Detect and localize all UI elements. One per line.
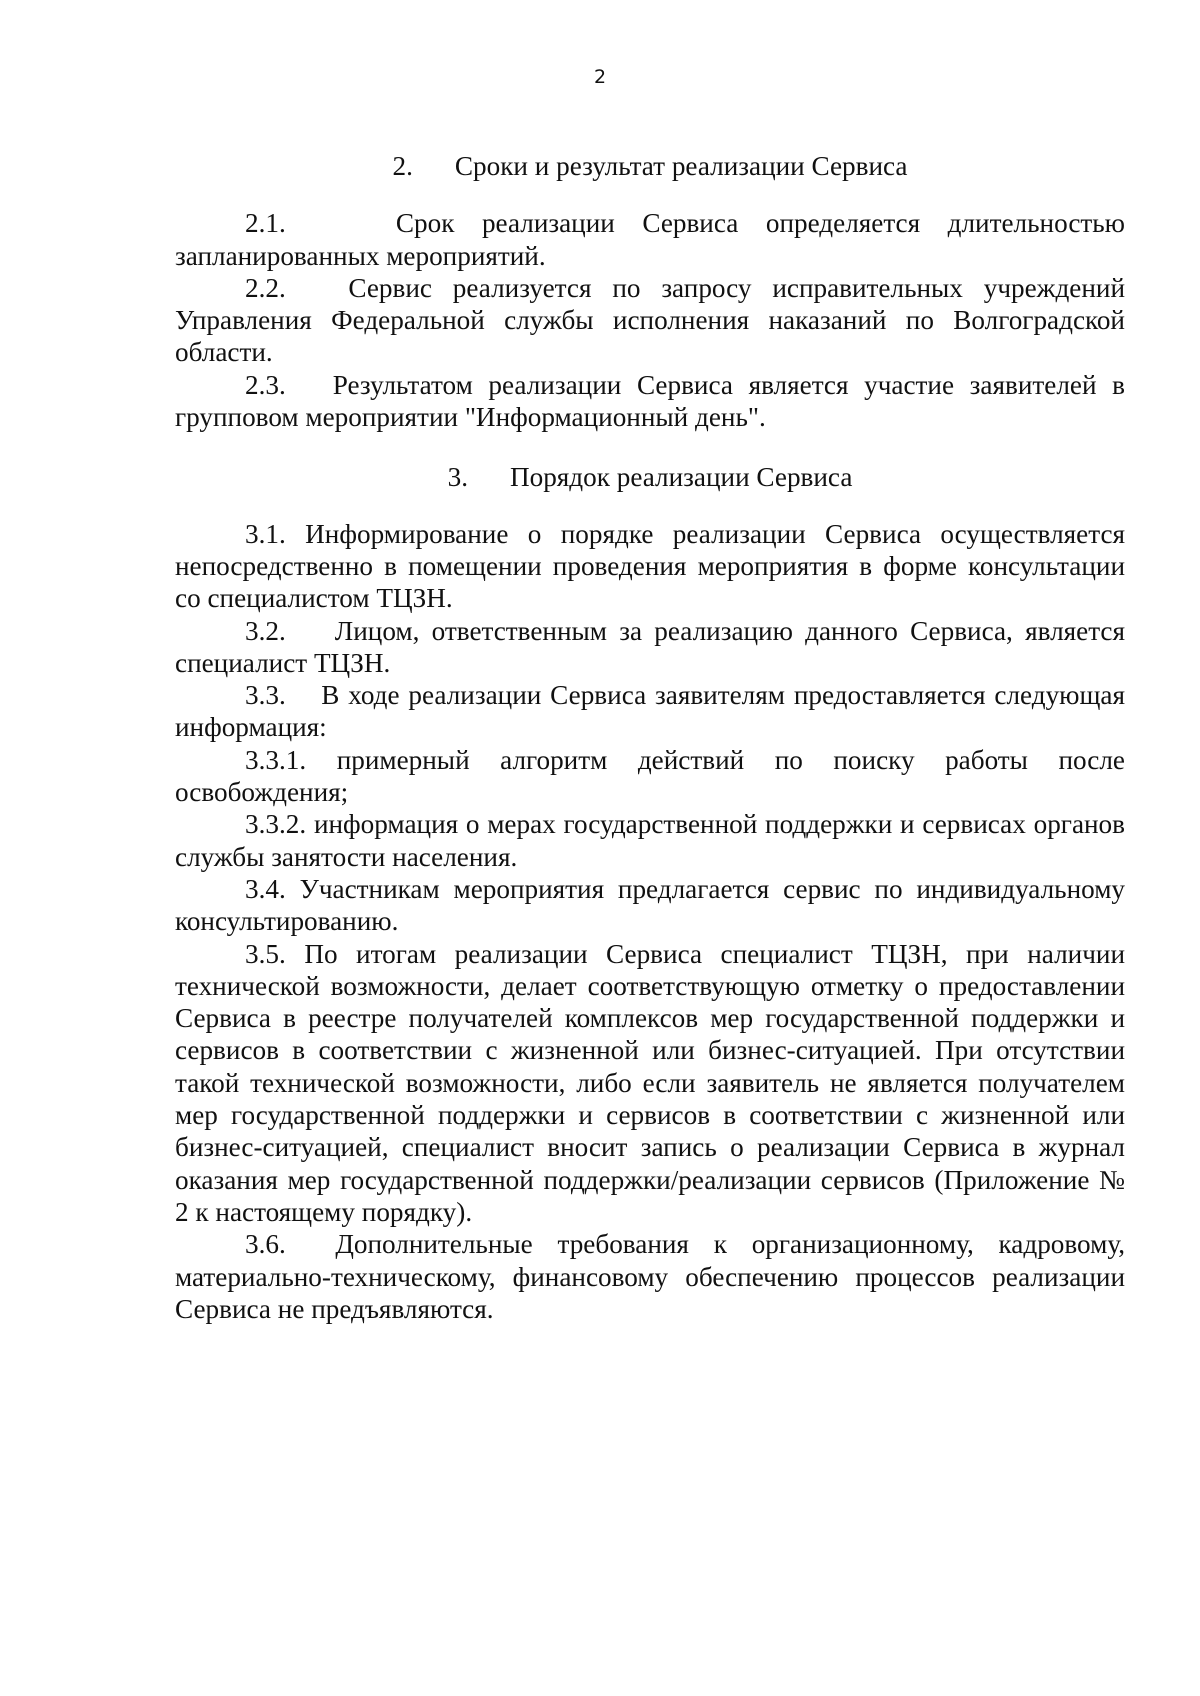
paragraph-text: По итогам реализации Сервиса специалист ТЦЗН, при наличии технической возможности, делает соответствующую отметку о предоставлении Сервиса в реестре получателей комплексов мер государственной поддержки и сервисов в соответствии с жизненной или бизнес-ситуацией. При отсутствии такой технической возможности, либо если заявитель не является получателем мер государственной поддержки и сервисов в соответствии с жизненной или бизнес-ситуацией, специалист вносит запись о реализации Сервиса в журнал оказания мер государственной поддержки/реализации сервисов (Приложение № 2 к настоящему порядку). [175, 938, 1126, 1227]
paragraph-number: 3.3. [245, 680, 286, 711]
paragraph-3-5 [175, 938, 1125, 1229]
paragraph-3-3-2 [175, 808, 1125, 873]
page-number [0, 66, 1200, 88]
paragraph-3-3-1 [175, 744, 1125, 809]
paragraph-number: 3.5. [245, 938, 286, 969]
section-title: Сроки и результат реализации Сервиса [454, 151, 908, 181]
paragraph-number: 3.3.1. [245, 744, 307, 775]
paragraph-2-2 [175, 272, 1125, 369]
paragraph-text: Лицом, ответственным за реализацию данного Сервиса, является специалист ТЦЗН. [175, 615, 1126, 678]
paragraph-number: 2.3. [245, 369, 286, 400]
paragraph-3-1 [175, 518, 1125, 615]
paragraph-number: 3.3.2. [245, 809, 307, 840]
section-heading-2 [175, 150, 1125, 182]
paragraph-3-3 [175, 679, 1125, 744]
paragraph-3-2 [175, 615, 1125, 680]
paragraph-text: Результатом реализации Сервиса является участие заявителей в групповом мероприятии "Информационный день". [175, 369, 1125, 433]
section-number: 3. [447, 462, 468, 493]
paragraph-number: 2.2. [245, 272, 286, 303]
paragraph-3-6 [175, 1228, 1125, 1325]
paragraph-text: Участникам мероприятия предлагается сервис по индивидуальному консультированию. [175, 873, 1125, 937]
paragraph-text: Дополнительные требования к организационному, кадровому, материально-техническому, финансовому обеспечению процессов реализации Сервиса не предъявляются. [175, 1229, 1125, 1324]
paragraph-number: 3.4. [245, 873, 286, 904]
section-heading-3 [175, 461, 1125, 493]
paragraph-number: 3.2. [245, 615, 286, 646]
paragraph-text: информация о мерах государственной поддержки и сервисах органов службы занятости населения. [175, 809, 1125, 872]
paragraph-2-3 [175, 369, 1125, 434]
paragraph-text: Информирование о порядке реализации Сервиса осуществляется непосредственно в помещении проведения мероприятия в форме консультации со специалистом ТЦЗН. [175, 518, 1126, 614]
paragraph-text: В ходе реализации Сервиса заявителям предоставляется следующая информация: [175, 680, 1125, 743]
section-title: Порядок реализации Сервиса [509, 462, 853, 493]
paragraph-number: 3.1. [245, 518, 286, 549]
paragraph-text: Срок реализации Сервиса определяется длительностью запланированных мероприятий. [175, 208, 1125, 271]
paragraph-text: Сервис реализуется по запросу исправительных учреждений Управления Федеральной службы исполнения наказаний по Волгоградской области. [175, 272, 1125, 368]
paragraph-text: примерный алгоритм действий по поиску работы после освобождения; [175, 744, 1125, 808]
paragraph-number: 2.1. [245, 208, 286, 239]
paragraph-3-4 [175, 873, 1125, 938]
paragraph-2-1 [175, 207, 1125, 272]
paragraph-number: 3.6. [245, 1229, 286, 1260]
section-number: 2. [392, 151, 413, 181]
document-body [175, 150, 1125, 1325]
page-number-text: 2 [593, 66, 607, 88]
